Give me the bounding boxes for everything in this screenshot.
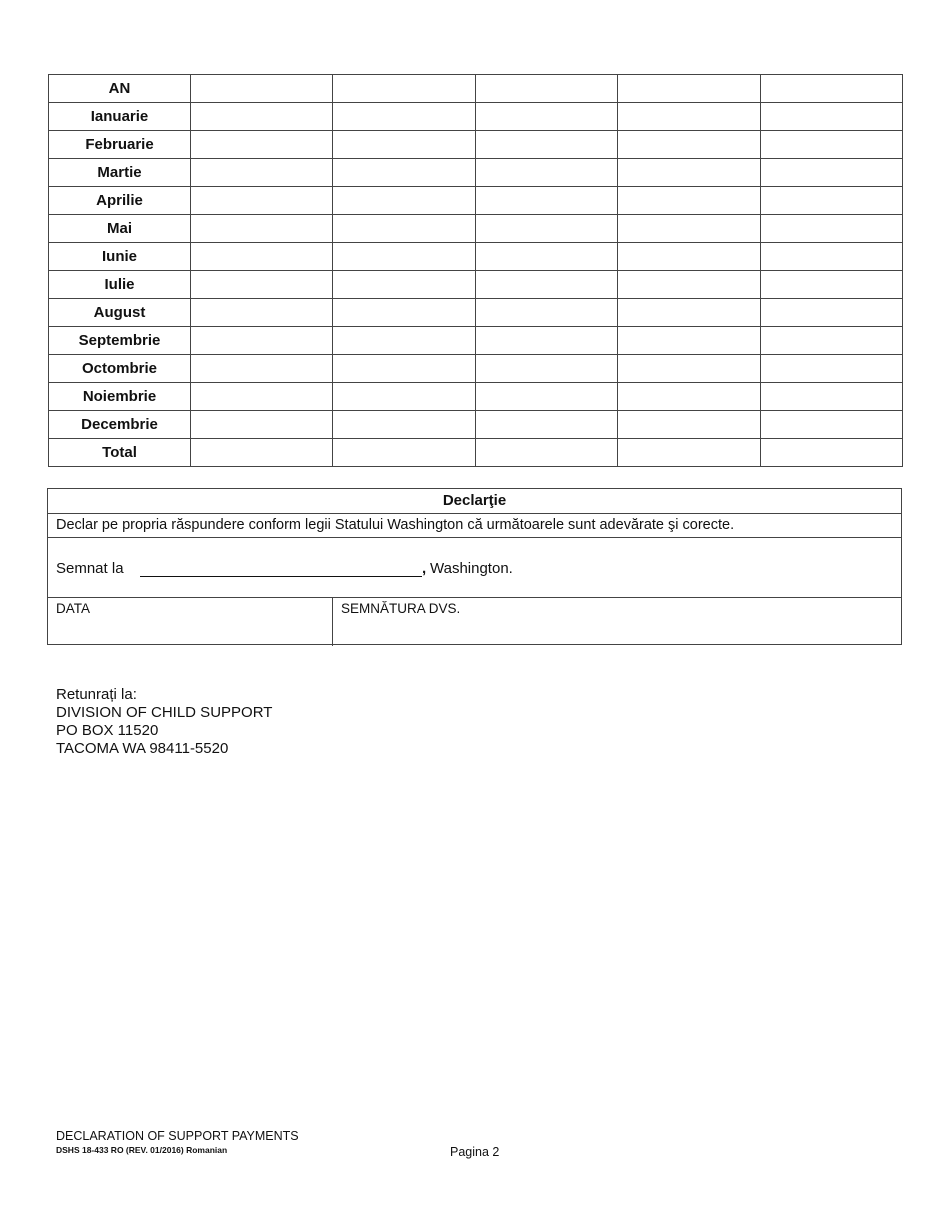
date-signature-row bbox=[48, 598, 901, 646]
signed-at-state: Washington. bbox=[430, 560, 513, 577]
signed-at-row bbox=[48, 538, 901, 598]
table-row bbox=[49, 243, 903, 271]
signed-at-comma: , bbox=[422, 560, 427, 577]
payment-cell[interactable] bbox=[191, 187, 333, 215]
payment-cell[interactable] bbox=[475, 243, 617, 271]
payment-cell[interactable] bbox=[475, 159, 617, 187]
payment-cell[interactable] bbox=[191, 131, 333, 159]
payment-cell[interactable] bbox=[618, 383, 760, 411]
payment-cell[interactable] bbox=[333, 439, 475, 467]
payment-cell[interactable] bbox=[618, 299, 760, 327]
table-row bbox=[49, 439, 903, 467]
payment-cell[interactable] bbox=[191, 355, 333, 383]
return-address bbox=[56, 686, 272, 758]
payment-cell[interactable] bbox=[618, 187, 760, 215]
table-row bbox=[49, 271, 903, 299]
payment-cell[interactable] bbox=[760, 439, 902, 467]
payment-cell[interactable] bbox=[191, 411, 333, 439]
table-row bbox=[49, 131, 903, 159]
payment-cell[interactable] bbox=[760, 187, 902, 215]
payment-cell[interactable] bbox=[760, 159, 902, 187]
row-label: August bbox=[49, 299, 191, 327]
table-row bbox=[49, 159, 903, 187]
return-line-1: DIVISION OF CHILD SUPPORT bbox=[56, 704, 273, 721]
payment-cell[interactable] bbox=[475, 383, 617, 411]
row-label: Decembrie bbox=[49, 411, 191, 439]
payment-cell[interactable] bbox=[191, 103, 333, 131]
payment-cell[interactable] bbox=[191, 327, 333, 355]
row-label: Ianuarie bbox=[49, 103, 191, 131]
payment-cell[interactable] bbox=[618, 131, 760, 159]
payment-cell[interactable] bbox=[760, 383, 902, 411]
payment-cell[interactable] bbox=[618, 243, 760, 271]
row-label: Aprilie bbox=[49, 187, 191, 215]
table-row bbox=[49, 215, 903, 243]
row-label: Noiembrie bbox=[49, 383, 191, 411]
payment-cell[interactable] bbox=[191, 271, 333, 299]
payment-cell[interactable] bbox=[618, 327, 760, 355]
payment-cell[interactable] bbox=[333, 327, 475, 355]
payment-cell[interactable] bbox=[760, 355, 902, 383]
payment-cell[interactable] bbox=[618, 271, 760, 299]
payment-cell[interactable] bbox=[333, 411, 475, 439]
table-row bbox=[49, 411, 903, 439]
row-label: Februarie bbox=[49, 131, 191, 159]
payment-cell[interactable] bbox=[618, 75, 760, 103]
row-label: Mai bbox=[49, 215, 191, 243]
row-label: Iulie bbox=[49, 271, 191, 299]
payment-cell[interactable] bbox=[191, 383, 333, 411]
payment-cell[interactable] bbox=[475, 215, 617, 243]
payment-cell[interactable] bbox=[333, 215, 475, 243]
signed-at-label: Semnat la bbox=[56, 560, 124, 577]
payment-cell[interactable] bbox=[191, 215, 333, 243]
payment-cell[interactable] bbox=[618, 103, 760, 131]
table-row bbox=[49, 75, 903, 103]
payment-cell[interactable] bbox=[333, 131, 475, 159]
return-line-2: PO BOX 11520 bbox=[56, 722, 159, 739]
payment-cell[interactable] bbox=[475, 327, 617, 355]
payment-cell[interactable] bbox=[760, 271, 902, 299]
payment-cell[interactable] bbox=[760, 299, 902, 327]
payment-cell[interactable] bbox=[191, 243, 333, 271]
date-field[interactable] bbox=[48, 598, 333, 646]
payments-table bbox=[48, 74, 903, 467]
signed-at-field[interactable] bbox=[140, 576, 422, 577]
signature-field[interactable] bbox=[333, 598, 901, 646]
payment-cell[interactable] bbox=[475, 299, 617, 327]
payment-cell[interactable] bbox=[618, 411, 760, 439]
payment-cell[interactable] bbox=[191, 75, 333, 103]
payment-cell[interactable] bbox=[618, 439, 760, 467]
payment-cell[interactable] bbox=[333, 187, 475, 215]
payment-cell[interactable] bbox=[760, 103, 902, 131]
table-row bbox=[49, 103, 903, 131]
return-line-3: TACOMA WA 98411-5520 bbox=[56, 740, 229, 757]
payment-cell[interactable] bbox=[333, 299, 475, 327]
payment-cell[interactable] bbox=[475, 187, 617, 215]
payment-cell[interactable] bbox=[191, 159, 333, 187]
table-row bbox=[49, 383, 903, 411]
row-label: Septembrie bbox=[49, 327, 191, 355]
payment-cell[interactable] bbox=[618, 355, 760, 383]
table-row bbox=[49, 299, 903, 327]
row-label: Octombrie bbox=[49, 355, 191, 383]
table-row bbox=[49, 187, 903, 215]
return-label: Retunrați la: bbox=[56, 686, 137, 703]
payment-cell[interactable] bbox=[191, 299, 333, 327]
declaration-box bbox=[47, 488, 902, 645]
payment-cell[interactable] bbox=[760, 411, 902, 439]
table-row bbox=[49, 327, 903, 355]
payment-cell[interactable] bbox=[760, 131, 902, 159]
declaration-title: Declarţie bbox=[48, 489, 901, 514]
payment-cell[interactable] bbox=[333, 271, 475, 299]
payment-cell[interactable] bbox=[333, 103, 475, 131]
payment-cell[interactable] bbox=[333, 243, 475, 271]
payment-cell[interactable] bbox=[475, 75, 617, 103]
payment-cell[interactable] bbox=[760, 327, 902, 355]
date-label: DATA bbox=[56, 601, 91, 616]
payment-cell[interactable] bbox=[475, 131, 617, 159]
table-row bbox=[49, 355, 903, 383]
payment-cell[interactable] bbox=[333, 75, 475, 103]
payment-cell[interactable] bbox=[475, 411, 617, 439]
page-number: Pagina 2 bbox=[450, 1145, 500, 1159]
payment-cell[interactable] bbox=[475, 355, 617, 383]
payment-cell[interactable] bbox=[333, 355, 475, 383]
row-label: Iunie bbox=[49, 243, 191, 271]
payment-cell[interactable] bbox=[760, 215, 902, 243]
row-label: Total bbox=[49, 439, 191, 467]
payment-cell[interactable] bbox=[475, 271, 617, 299]
payment-cell[interactable] bbox=[760, 75, 902, 103]
payment-cell[interactable] bbox=[618, 159, 760, 187]
payment-cell[interactable] bbox=[475, 103, 617, 131]
payment-cell[interactable] bbox=[618, 215, 760, 243]
payment-cell[interactable] bbox=[333, 159, 475, 187]
footer-form-title: DECLARATION OF SUPPORT PAYMENTS bbox=[56, 1129, 299, 1143]
row-label: AN bbox=[49, 75, 191, 103]
payment-cell[interactable] bbox=[333, 383, 475, 411]
payment-cell[interactable] bbox=[191, 439, 333, 467]
row-label: Martie bbox=[49, 159, 191, 187]
payment-cell[interactable] bbox=[475, 439, 617, 467]
signature-label: SEMNĂTURA DVS. bbox=[341, 601, 461, 616]
payment-cell[interactable] bbox=[760, 243, 902, 271]
declaration-statement: Declar pe propria răspundere conform legii Statului Washington că următoarele sunt adevărate şi corecte. bbox=[48, 514, 901, 538]
footer-form-code: DSHS 18-433 RO (REV. 01/2016) Romanian bbox=[56, 1145, 228, 1155]
